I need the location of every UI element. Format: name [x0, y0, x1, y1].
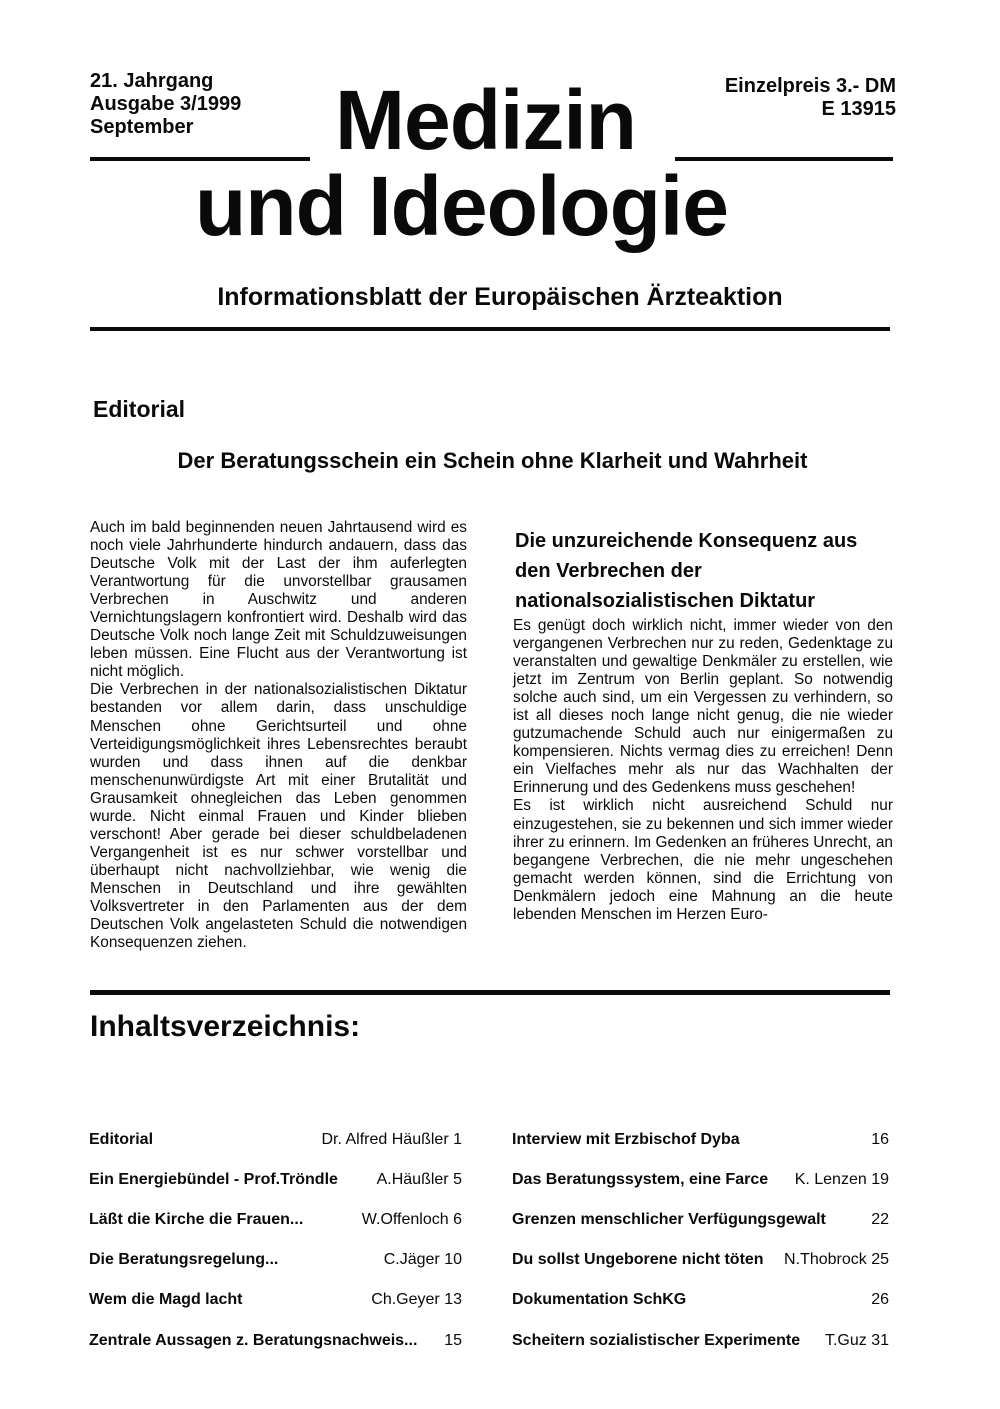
toc-entry-title: Das Beratungssystem, eine Farce: [512, 1171, 769, 1188]
toc-entry-title: Scheitern sozialistischer Experimente: [512, 1332, 801, 1349]
toc-entry-title: Läßt die Kirche die Frauen...: [89, 1211, 304, 1228]
toc-entry-title: Zentrale Aussagen z. Beratungsnachweis...: [89, 1332, 418, 1349]
toc-entry[interactable]: [512, 1208, 889, 1232]
paragraph: Die Verbrechen in der nationalsozialistischen Diktatur bestanden vor allem darin, dass unschuldige Menschen ohne Gerichtsurteil und ohne Verteidigungsmöglichkeit ihres Lebensrechtes beraubt wurden und dass ihnen auf die denkbar menschenunwürdigste Art mit einer Brutalität und Grausamkeit ohnegleichen das Leben genommen wurde. Nicht einmal Frauen und Kinder blieben verschont! Aber gerade bei dieser schuldbeladenen Vergangenheit ist es nur schwer vorstellbar und überhaupt nicht nachvollziehbar, wie wenig die Menschen in Deutschland und ihre gewählten Volksvertreter in den Parlamenten aus der dem Deutschen Volk angelasteten Schuld die notwendigen Konsequenzen ziehen.: [90, 681, 467, 952]
toc-entry-page: 5: [453, 1171, 462, 1188]
toc-entry-title: Dokumentation SchKG: [512, 1291, 687, 1308]
toc-entry-author: Ch.Geyer: [371, 1291, 440, 1308]
toc-entry-author: K. Lenzen: [794, 1171, 867, 1188]
toc-entry-author-page: [795, 1168, 889, 1192]
price: Einzelpreis 3.- DM: [724, 75, 896, 97]
toc-entry-author: T.Guz: [824, 1332, 867, 1349]
issue-month: September: [90, 116, 194, 138]
toc-entry-title: Die Beratungsregelung...: [89, 1251, 279, 1268]
masthead-bottom-rule: [90, 327, 890, 331]
toc-entry-page: 15: [444, 1332, 462, 1349]
toc-entry[interactable]: [89, 1128, 462, 1152]
toc-entry-author: C.Jäger: [383, 1251, 440, 1268]
toc-entry[interactable]: [512, 1248, 889, 1272]
toc-entry[interactable]: [89, 1329, 462, 1353]
toc-entry-page: 26: [871, 1291, 889, 1308]
toc-entry-title: Interview mit Erzbischof Dyba: [512, 1131, 740, 1148]
masthead-subtitle: Informationsblatt der Europäischen Ärzteaktion: [217, 283, 783, 311]
toc-entry-page: 19: [871, 1171, 889, 1188]
toc-entry[interactable]: [89, 1168, 462, 1192]
masthead-title-line1: Medizin: [335, 73, 636, 167]
toc-entry-title: Grenzen menschlicher Verfügungsgewalt: [512, 1211, 826, 1228]
toc-entry[interactable]: [512, 1329, 889, 1353]
toc-entry-author-page: [825, 1329, 889, 1353]
toc-top-rule: [90, 990, 890, 995]
toc-entry-author-page: [321, 1128, 462, 1152]
paragraph: Es ist wirklich nicht ausreichend Schuld nur einzugestehen, sie zu bekennen und sich immer wieder ihrer zu erinnern. Im Gedenken an früheres Unrecht, an begangene Verbrechen, die nie mehr ungeschehen gemacht werden können, sind die Errichtung von Denkmälern jedoch eine Mahnung an die heute lebenden Menschen im Herzen Euro-: [513, 797, 893, 923]
toc-entry-author-page: [362, 1208, 462, 1232]
toc-entry-page: 25: [871, 1251, 889, 1268]
toc-entry-author-page: [384, 1248, 462, 1272]
article-subheading: Die unzureichende Konsequenz aus den Verbrechen der nationalsozialistischen Diktatur: [515, 530, 858, 612]
section-label: Editorial: [93, 396, 186, 422]
toc-entry-author: A.Häußler: [376, 1171, 449, 1188]
toc-entry-author: W.Offenloch: [361, 1211, 449, 1228]
toc-entry-page: 16: [871, 1131, 889, 1148]
paragraph: Auch im bald beginnenden neuen Jahrtausend wird es noch viele Jahrhunderte hindurch andauern, dass das Deutsche Volk mit der Last der ihm auferlegten Verantwortung für die unvorstellbar grausamen Verbrechen in Auschwitz und anderen Vernichtungslagern konfrontiert wird. Deshalb wird das Deutsche Volk noch lange Zeit mit Schuldzuweisungen leben müssen. Eine Flucht aus der Verantwortung ist nicht möglich.: [90, 519, 467, 681]
masthead-title-line2: und Ideologie: [195, 159, 728, 253]
article-right-column: [513, 617, 893, 924]
toc-entry[interactable]: [512, 1288, 889, 1312]
toc-entry-author-page: [871, 1208, 889, 1232]
toc-entry-author-page: [784, 1248, 889, 1272]
toc-entry-page: 31: [871, 1332, 889, 1349]
toc-entry-author-page: [371, 1288, 462, 1312]
toc-entry[interactable]: [89, 1248, 462, 1272]
issue-number: Ausgabe 3/1999: [90, 93, 242, 115]
toc-entry-author-page: [377, 1168, 462, 1192]
toc-entry-page: 10: [444, 1251, 462, 1268]
toc-entry-author: N.Thobrock: [784, 1251, 867, 1268]
article-headline: Der Beratungsschein ein Schein ohne Klarheit und Wahrheit: [177, 448, 808, 473]
toc-entry[interactable]: [89, 1288, 462, 1312]
price-info: [700, 75, 896, 121]
volume: 21. Jahrgang: [90, 70, 214, 92]
toc-entry-title: Du sollst Ungeborene nicht töten: [512, 1251, 764, 1268]
toc-title: Inhaltsverzeichnis:: [90, 1010, 361, 1043]
toc-entry-title: Editorial: [89, 1131, 154, 1148]
toc-entry-author-page: [871, 1288, 889, 1312]
toc-entry-page: 13: [444, 1291, 462, 1308]
toc-entry-page: 6: [453, 1211, 462, 1228]
toc-entry-page: 22: [871, 1211, 889, 1228]
issue-info: [90, 70, 241, 139]
toc-entry[interactable]: [89, 1208, 462, 1232]
toc-entry-title: Wem die Magd lacht: [89, 1291, 243, 1308]
toc-entry-author-page: [444, 1329, 462, 1353]
toc-entry[interactable]: [512, 1128, 889, 1152]
toc-entry-author: Dr. Alfred Häußler: [321, 1131, 449, 1148]
periodical-code: E 13915: [821, 98, 896, 120]
paragraph: Es genügt doch wirklich nicht, immer wieder von den vergangenen Verbrechen nur zu reden, Gedenktage zu veranstalten und gewaltige Denkmäler zu erstellen, wie jetzt im Zentrum von Berlin geplant. So notwendig solche auch sind, um ein Vergessen zu verhindern, so ist all dieses noch lange nicht genug, die nie wieder gutzumachende Schuld auch nur einigermaßen zu kompensieren. Nichts vermag dies zu erreichen! Denn ein Vielfaches mehr als nur das Wachhalten der Erinnerung und des Gedenkens muss geschehen!: [513, 617, 893, 797]
toc-entry-author-page: [871, 1128, 889, 1152]
toc-entry-page: 1: [453, 1131, 462, 1148]
toc-entry[interactable]: [512, 1168, 889, 1192]
toc-entry-title: Ein Energiebündel - Prof.Tröndle: [89, 1171, 338, 1188]
article-left-column: [90, 519, 467, 952]
